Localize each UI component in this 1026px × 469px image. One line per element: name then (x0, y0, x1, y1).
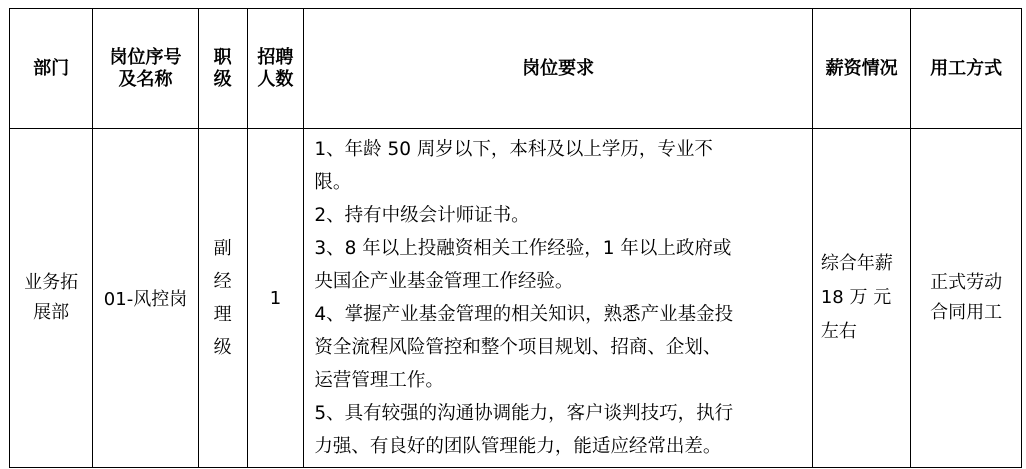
requirement-line: 限。 (314, 172, 352, 193)
table-row (10, 129, 1022, 468)
level-char: 副 (213, 238, 232, 259)
header-level-line: 级 (213, 68, 232, 90)
cell-headcount: 1 (247, 129, 304, 468)
employment-line: 合同用工 (930, 302, 1003, 323)
header-headcount-line: 人数 (257, 68, 294, 90)
requirement-line: 4、掌握产业基金管理的相关知识，熟悉产业基金投 (314, 304, 734, 325)
header-requirements (304, 9, 813, 129)
header-position-line: 岗位序号 (109, 46, 182, 68)
requirement-line: 5、具有较强的沟通协调能力，客户谈判技巧，执行 (314, 403, 734, 424)
header-headcount (247, 9, 304, 129)
header-level (198, 9, 247, 129)
requirement-line: 2、持有中级会计师证书。 (314, 205, 530, 226)
requirement-line: 3、8 年以上投融资相关工作经验，1 年以上政府或 (314, 238, 732, 259)
cell-level (198, 129, 247, 468)
requirement-line: 力强、有良好的团队管理能力，能适应经常出差。 (314, 436, 722, 457)
requirement-line: 资全流程风险管控和整个项目规划、招商、企划、 (314, 337, 722, 358)
employment-line: 正式劳动 (930, 272, 1003, 293)
cell-position: 01-风控岗 (93, 129, 199, 468)
header-headcount-line: 招聘 (257, 46, 294, 68)
requirement-line: 央国企产业基金管理工作经验。 (314, 271, 574, 292)
salary-line: 18 万 元 (820, 287, 892, 308)
header-dept-label: 部门 (33, 57, 70, 79)
level-char: 经 (213, 271, 232, 292)
cell-requirements (304, 129, 813, 468)
table-header-row (10, 9, 1022, 129)
cell-employment (911, 129, 1022, 468)
header-employment (911, 9, 1022, 129)
header-position-line: 及名称 (118, 68, 173, 90)
header-employment-label: 用工方式 (930, 57, 1003, 79)
cell-salary (812, 129, 910, 468)
header-dept (10, 9, 93, 129)
header-requirements-label: 岗位要求 (522, 57, 595, 79)
header-level-line: 职 (213, 46, 232, 68)
header-position (93, 9, 199, 129)
job-posting-table (9, 8, 1022, 468)
cell-dept: 业务拓展部 (10, 129, 93, 468)
salary-line: 左右 (820, 321, 857, 342)
salary-line: 综合年薪 (820, 253, 893, 274)
level-char: 理 (213, 304, 232, 325)
header-salary-label: 薪资情况 (825, 57, 898, 79)
requirement-line: 1、年龄 50 周岁以下，本科及以上学历，专业不 (314, 139, 713, 160)
header-salary (812, 9, 910, 129)
requirement-line: 运营管理工作。 (314, 370, 444, 391)
level-char: 级 (213, 337, 232, 358)
